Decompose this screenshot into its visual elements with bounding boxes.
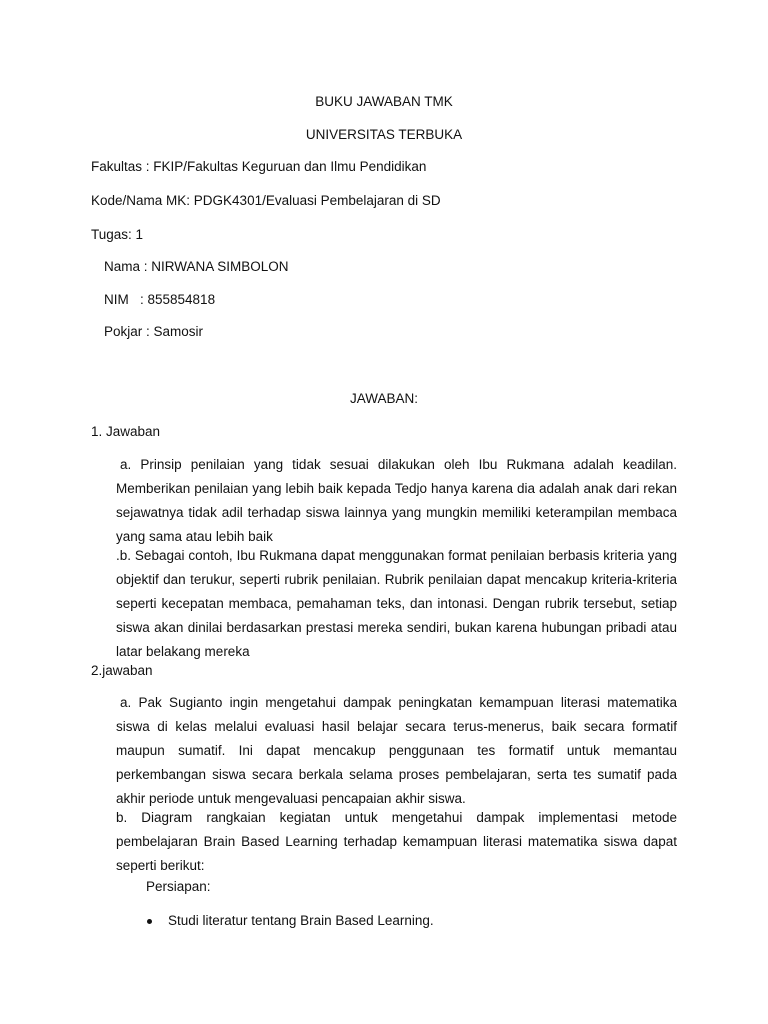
q2-answer-a: a. Pak Sugianto ingin mengetahui dampak peningkatan kemampuan literasi matematika siswa di kelas melalui evaluasi hasil belajar secara terus-menerus, baik secara formatif maupun sumatif. Ini dapat mencakup penggunaan tes formatif untuk memantau perkembangan siswa secara berkala selama proses pembelajaran, serta tes sumatif pada akhir periode untuk mengevaluasi pencapaian akhir siswa. <box>116 695 677 806</box>
doc-title: BUKU JAWABAN TMK <box>315 94 453 109</box>
q1-label: 1. Jawaban <box>91 424 161 439</box>
assignment-line: Tugas: 1 <box>91 227 144 242</box>
q1-answer-a: a. Prinsip penilaian yang tidak sesuai dilakukan oleh Ibu Rukmana adalah keadilan. Memberikan penilaian yang lebih baik kepada Tedjo hanya karena dia adalah anak dari rekan sejawatnya tidak adil terhadap siswa lainnya yang mungkin memiliki keterampilan membaca yang sama atau lebih baik <box>116 457 677 544</box>
faculty-line: Fakultas : FKIP/Fakultas Keguruan dan Ilmu Pendidikan <box>91 159 427 174</box>
answers-heading: JAWABAN: <box>349 391 418 406</box>
student-name: Nama : NIRWANA SIMBOLON <box>104 259 289 274</box>
q1-answer-b: .b. Sebagai contoh, Ibu Rukmana dapat menggunakan format penilaian berbasis kriteria yang objektif dan terukur, seperti rubrik penilaian. Rubrik penilaian dapat mencakup kriteria-kriteria seperti kecepatan membaca, pemahaman teks, dan intonasi. Dengan rubrik tersebut, setiap siswa akan dinilai berdasarkan prestasi mereka sendiri, bukan karena hubungan pribadi atau latar belakang mereka <box>116 548 677 659</box>
persiapan-label: Persiapan: <box>146 879 211 894</box>
q2-label: 2.jawaban <box>91 663 153 678</box>
q2-answer-b: b. Diagram rangkaian kegiatan untuk mengetahui dampak implementasi metode pembelajaran Brain Based Learning terhadap kemampuan literasi matematika siswa dapat seperti berikut: <box>116 810 677 873</box>
bullet-icon <box>147 919 152 924</box>
student-pokjar: Pokjar : Samosir <box>104 324 204 339</box>
university-name: UNIVERSITAS TERBUKA <box>305 127 463 142</box>
list-item: Studi literatur tentang Brain Based Learning. <box>168 913 434 928</box>
course-line: Kode/Nama MK: PDGK4301/Evaluasi Pembelajaran di SD <box>91 193 441 208</box>
student-nim: NIM : 855854818 <box>104 292 216 307</box>
